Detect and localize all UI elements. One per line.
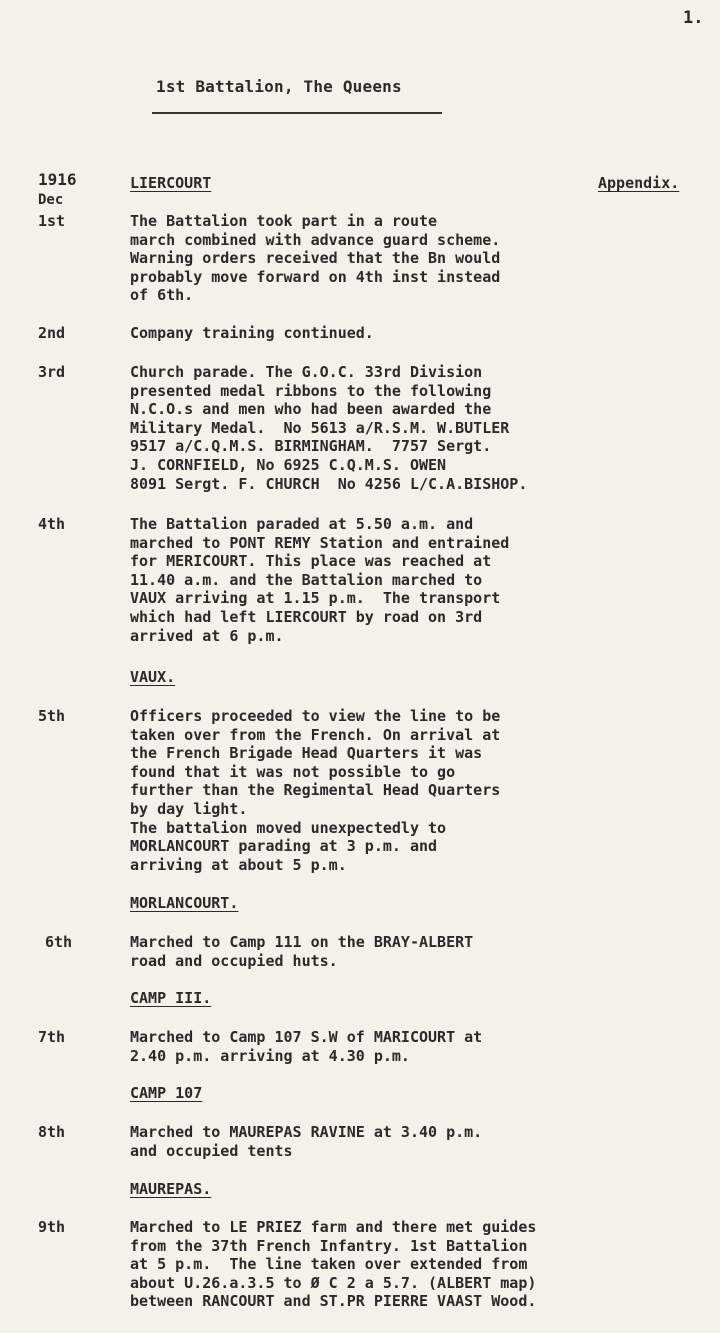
entry-text: The Battalion paraded at 5.50 a.m. and marched to PONT REMY Station and entrained for MERICOURT. This place was reached at 11.40 a.m. and the Battalion marched to VAUX arriving at 1.15 p.m. The transport which had left LIERCOURT by road on 3rd arrived at 6 p.m. [130, 515, 510, 645]
entry-text: Marched to MAUREPAS RAVINE at 3.40 p.m. and occupied tents [130, 1123, 483, 1160]
year: 1916 [38, 170, 77, 189]
entry-text: Officers proceeded to view the line to be taken over from the French. On arrival at the French Brigade Head Quarters it was found that it was not possible to go further than the Regimental Head Quarters by day light. The battalion moved unexpectedly to MORLANCOURT parading at 3 p.m. and arriving at about 5 p.m. [130, 707, 501, 874]
entry-day: 5th [38, 707, 66, 725]
entry-text: Church parade. The G.O.C. 33rd Division presented medal ribbons to the following N.C.O.s and men who had been awarded the Military Medal. No 5613 a/R.S.M. W.BUTLER 9517 a/C.Q.M.S. BIRMINGHAM. 7757 Sergt. J. CORNFIELD, No 6925 C.Q.M.S. OWEN 8091 Sergt. F. CHURCH No 4256 L/C.A.BISHOP. [130, 363, 528, 493]
place-heading-liercourt: LIERCOURT [130, 174, 212, 192]
entry-day: 2nd [38, 324, 66, 342]
place-heading-camp-107: CAMP 107 [130, 1084, 203, 1102]
entry-day: 6th [45, 933, 73, 951]
entry-day: 3rd [38, 363, 66, 381]
entry-text: Company training continued. [130, 324, 374, 342]
entry-day: 7th [38, 1028, 66, 1046]
entry-text: Marched to LE PRIEZ farm and there met guides from the 37th French Infantry. 1st Battalion at 5 p.m. The line taken over extended from about U.26.a.3.5 to Ø C 2 a 5.7. (ALBERT map) between RANCOURT and ST.PR PIERRE VAAST Wood. [130, 1218, 537, 1311]
entry-day: 9th [38, 1218, 66, 1236]
entry-text: Marched to Camp 107 S.W of MARICOURT at 2.40 p.m. arriving at 4.30 p.m. [130, 1028, 483, 1065]
entry-text: The Battalion took part in a route march combined with advance guard scheme. Warning orders received that the Bn would probably move forward on 4th inst instead of 6th. [130, 212, 501, 305]
entry-day: 1st [38, 212, 66, 230]
appendix-label: Appendix. [598, 174, 680, 192]
place-heading-maurepas: MAUREPAS. [130, 1180, 212, 1198]
month: Dec [38, 192, 64, 208]
entry-day: 4th [38, 515, 66, 533]
title-underline [152, 112, 442, 114]
entry-text: Marched to Camp 111 on the BRAY-ALBERT road and occupied huts. [130, 933, 474, 970]
document-title: 1st Battalion, The Queens [156, 77, 402, 96]
place-heading-camp-iii: CAMP III. [130, 989, 212, 1007]
place-heading-vaux: VAUX. [130, 668, 176, 686]
place-heading-morlancourt: MORLANCOURT. [130, 894, 239, 912]
entry-day: 8th [38, 1123, 66, 1141]
page-number: 1. [683, 8, 704, 28]
